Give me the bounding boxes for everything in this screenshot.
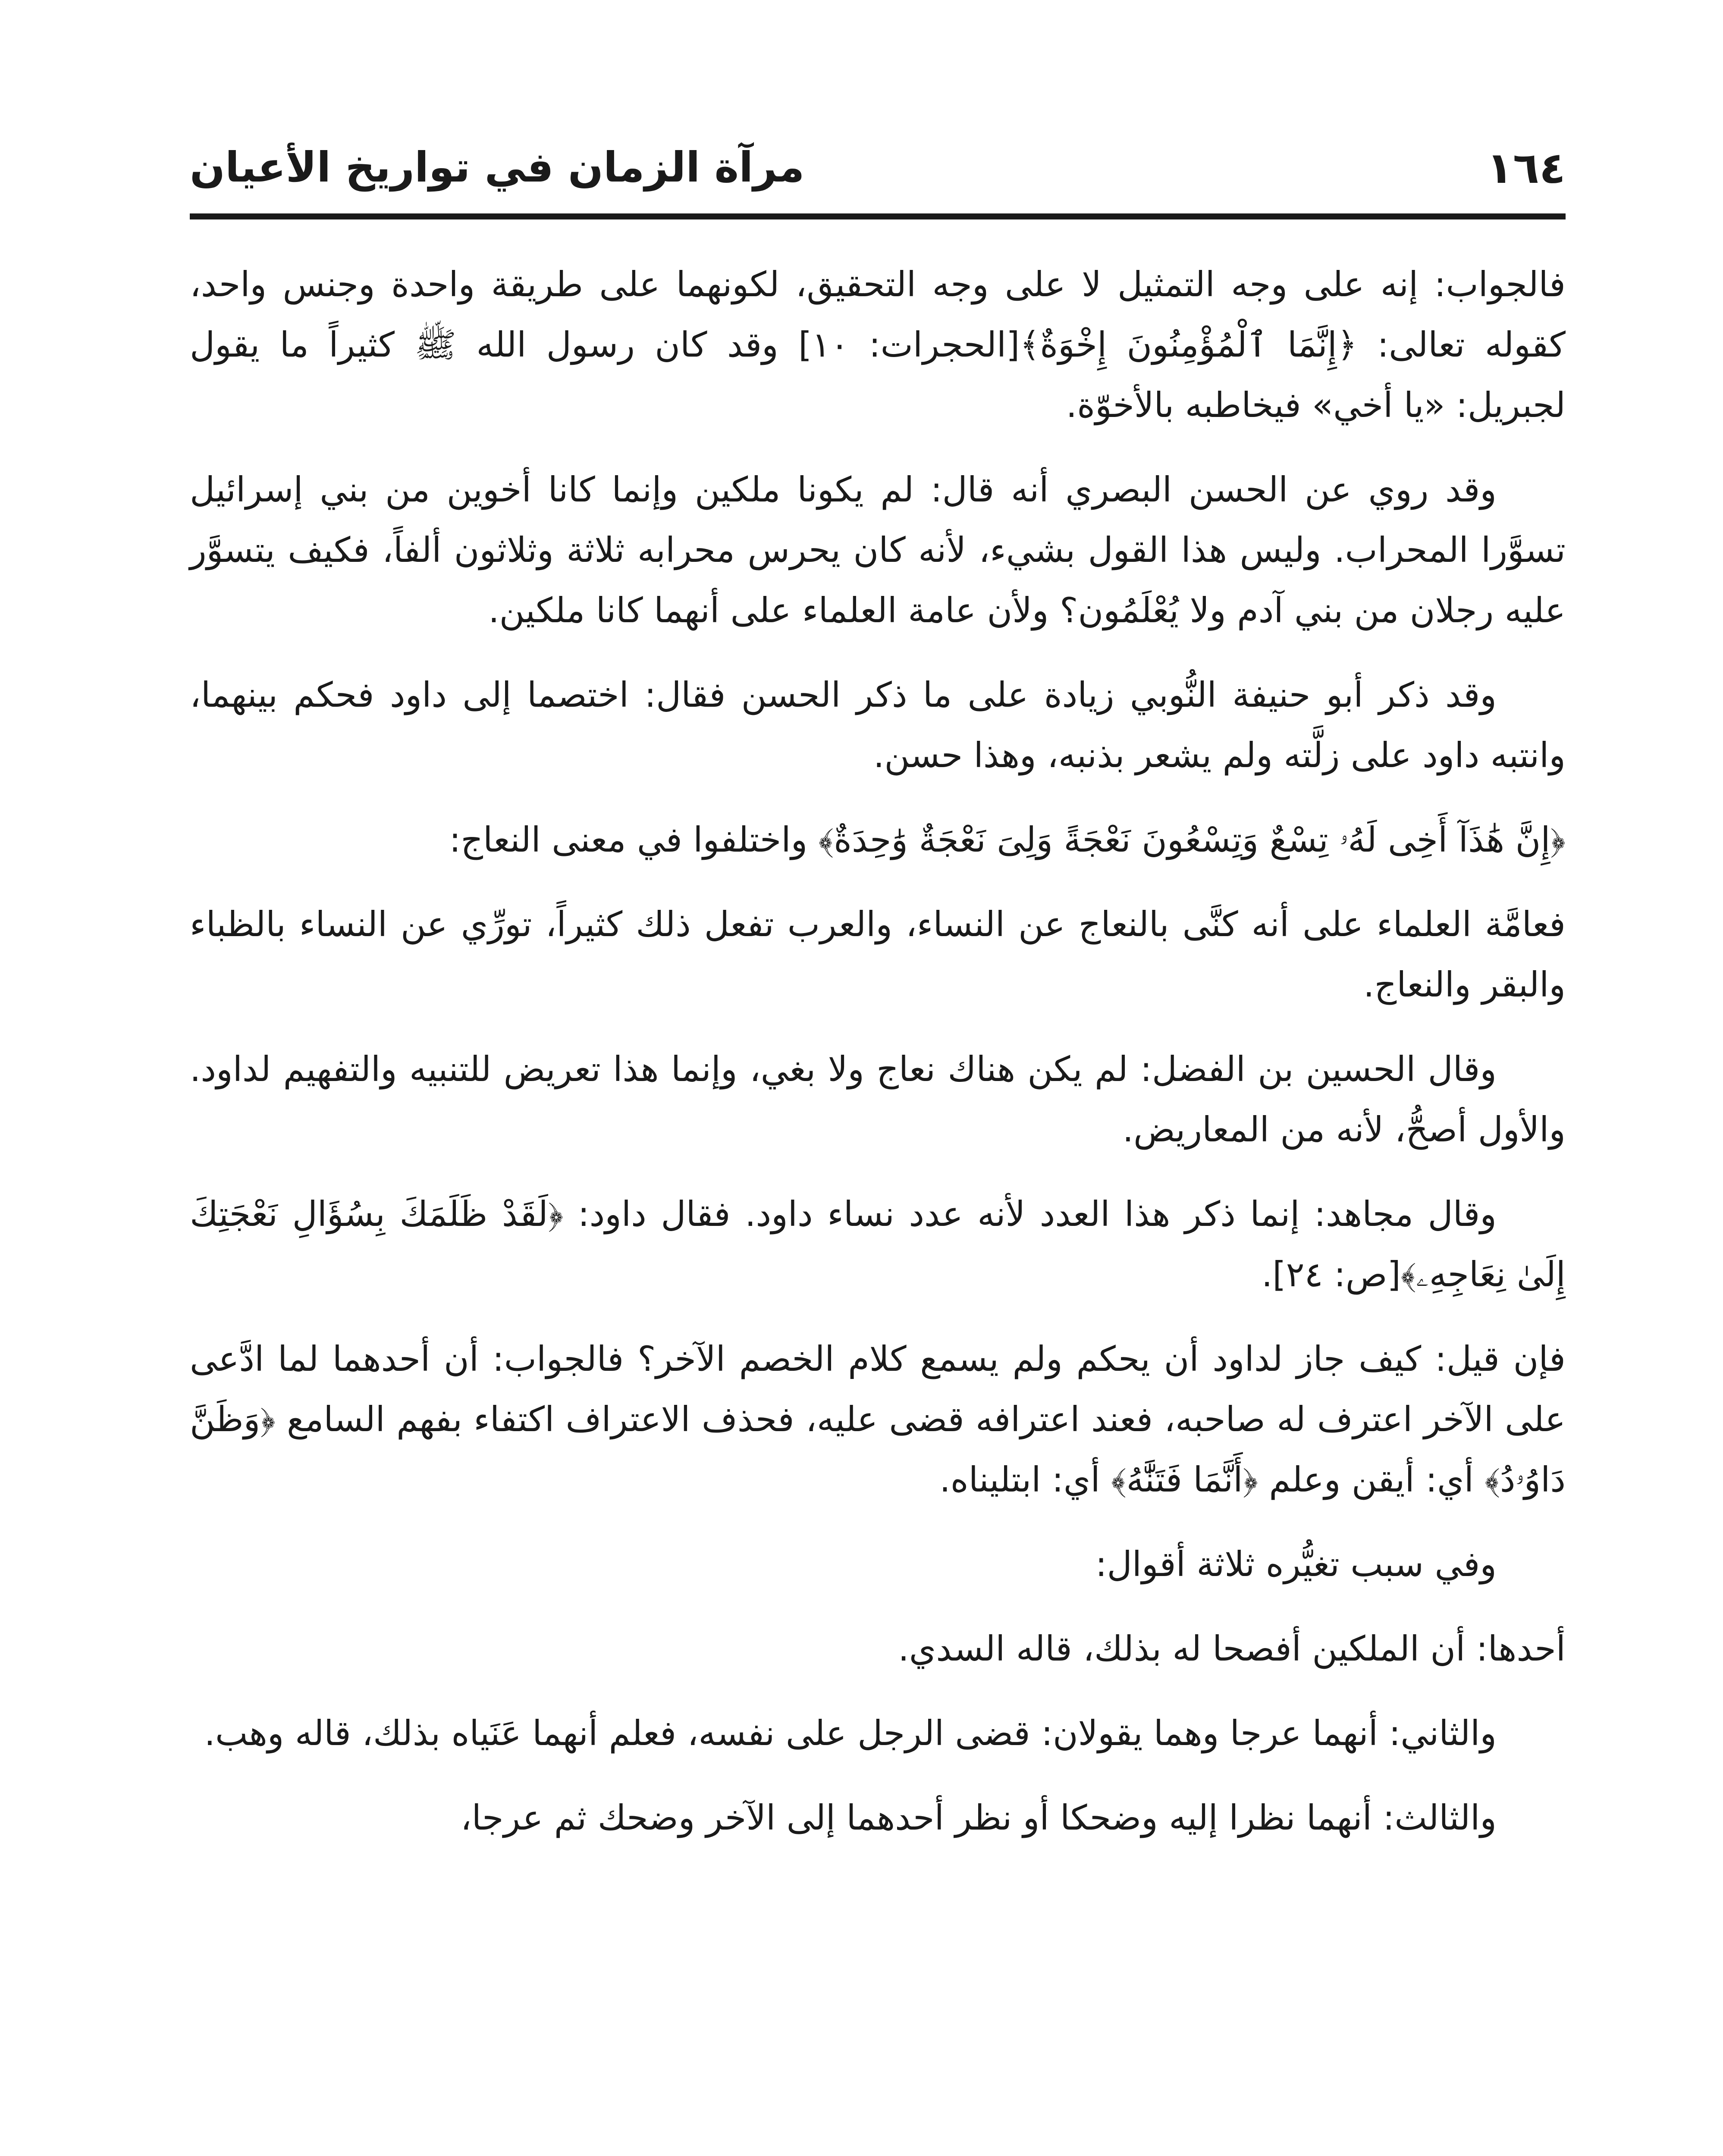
page-body — [190, 254, 1566, 1872]
paragraph-objection-answer: فإن قيل: كيف جاز لداود أن يحكم ولم يسمع كلام الخصم الآخر؟ فالجواب: أن أحدهما لما ادَّعى على الآخر اعترف له صاحبه، فعند اعترافه قضى عليه، فحذف الاعتراف اكتفاء بفهم السامع ﴿وَظَنَّ دَاوُۥدُ﴾ أي: أيقن وعلم ﴿أَنَّمَا فَتَنَّٰهُ﴾ أي: ابتليناه. — [190, 1339, 1566, 1500]
page-number: ١٦٤ — [1486, 143, 1566, 193]
paragraph-abu-hanifa-nubi: وقد ذكر أبو حنيفة النُّوبي زيادة على ما ذكر الحسن فقال: اختصما إلى داود فحكم بينهما، وانتبه داود على زلَّته ولم يشعر بذنبه، وهذا حسن. — [190, 675, 1566, 775]
paragraph-ewes-meaning: فعامَّة العلماء على أنه كنَّى بالنعاج عن النساء، والعرب تفعل ذلك كثيراً، تورِّي عن النساء بالظباء والبقر والنعاج. — [190, 904, 1566, 1005]
paragraph-three-sayings-intro: وفي سبب تغيُّره ثلاثة أقوال: — [1095, 1544, 1497, 1584]
paragraph-mujahid: وقال مجاهد: إنما ذكر هذا العدد لأنه عدد نساء داود. فقال داود: ﴿لَقَدْ ظَلَمَكَ بِسُؤَالِ نَعْجَتِكَ إِلَىٰ نِعَاجِهِۦ﴾[ص: ٢٤]. — [190, 1194, 1566, 1294]
header-divider — [190, 213, 1566, 219]
paragraph-hasan-basri: وقد روي عن الحسن البصري أنه قال: لم يكونا ملكين وإنما كانا أخوين من بني إسرائيل تسوَّرا المحراب. وليس هذا القول بشيء، لأنه كان يحرس محرابه ثلاثة وثلاثون ألفاً، فكيف يتسوَّر عليه رجلان من بني آدم ولا يُعْلَمُون؟ ولأن عامة العلماء على أنهما كانا ملكين. — [190, 470, 1566, 630]
paragraph-answer-metaphor: فالجواب: إنه على وجه التمثيل لا على وجه التحقيق، لكونهما على طريقة واحدة وجنس واحد، كقوله تعالى: ﴿إِنَّمَا ٱلْمُؤْمِنُونَ إِخْوَةٌ﴾[الحجرات: ١٠] وقد كان رسول الله ﷺ كثيراً ما يقول لجبريل: «يا أخي» فيخاطبه بالأخوّة. — [190, 264, 1566, 425]
paragraph-husayn-fadl: وقال الحسين بن الفضل: لم يكن هناك نعاج ولا بغي، وإنما هذا تعريض للتنبيه والتفهيم لداود. والأول أصحُّ، لأنه من المعاريض. — [190, 1049, 1566, 1150]
book-title: مرآة الزمان في تواريخ الأعيان — [190, 143, 805, 191]
paragraph-quran-ewes: ﴿إِنَّ هَٰذَآ أَخِى لَهُۥ تِسْعٌ وَتِسْعُونَ نَعْجَةً وَلِىَ نَعْجَةٌ وَٰحِدَةٌ﴾ واختلفوا في معنى النعاج: — [449, 820, 1566, 860]
paragraph-saying-one: أحدها: أن الملكين أفصحا له بذلك، قاله السدي. — [898, 1629, 1566, 1669]
paragraph-saying-three: والثالث: أنهما نظرا إليه وضحكا أو نظر أحدهما إلى الآخر وضحك ثم عرجا، — [460, 1798, 1497, 1838]
paragraph-saying-two: والثاني: أنهما عرجا وهما يقولان: قضى الرجل على نفسه، فعلم أنهما عَنَياه بذلك، قاله وهب. — [204, 1713, 1497, 1753]
running-header — [190, 129, 1566, 211]
